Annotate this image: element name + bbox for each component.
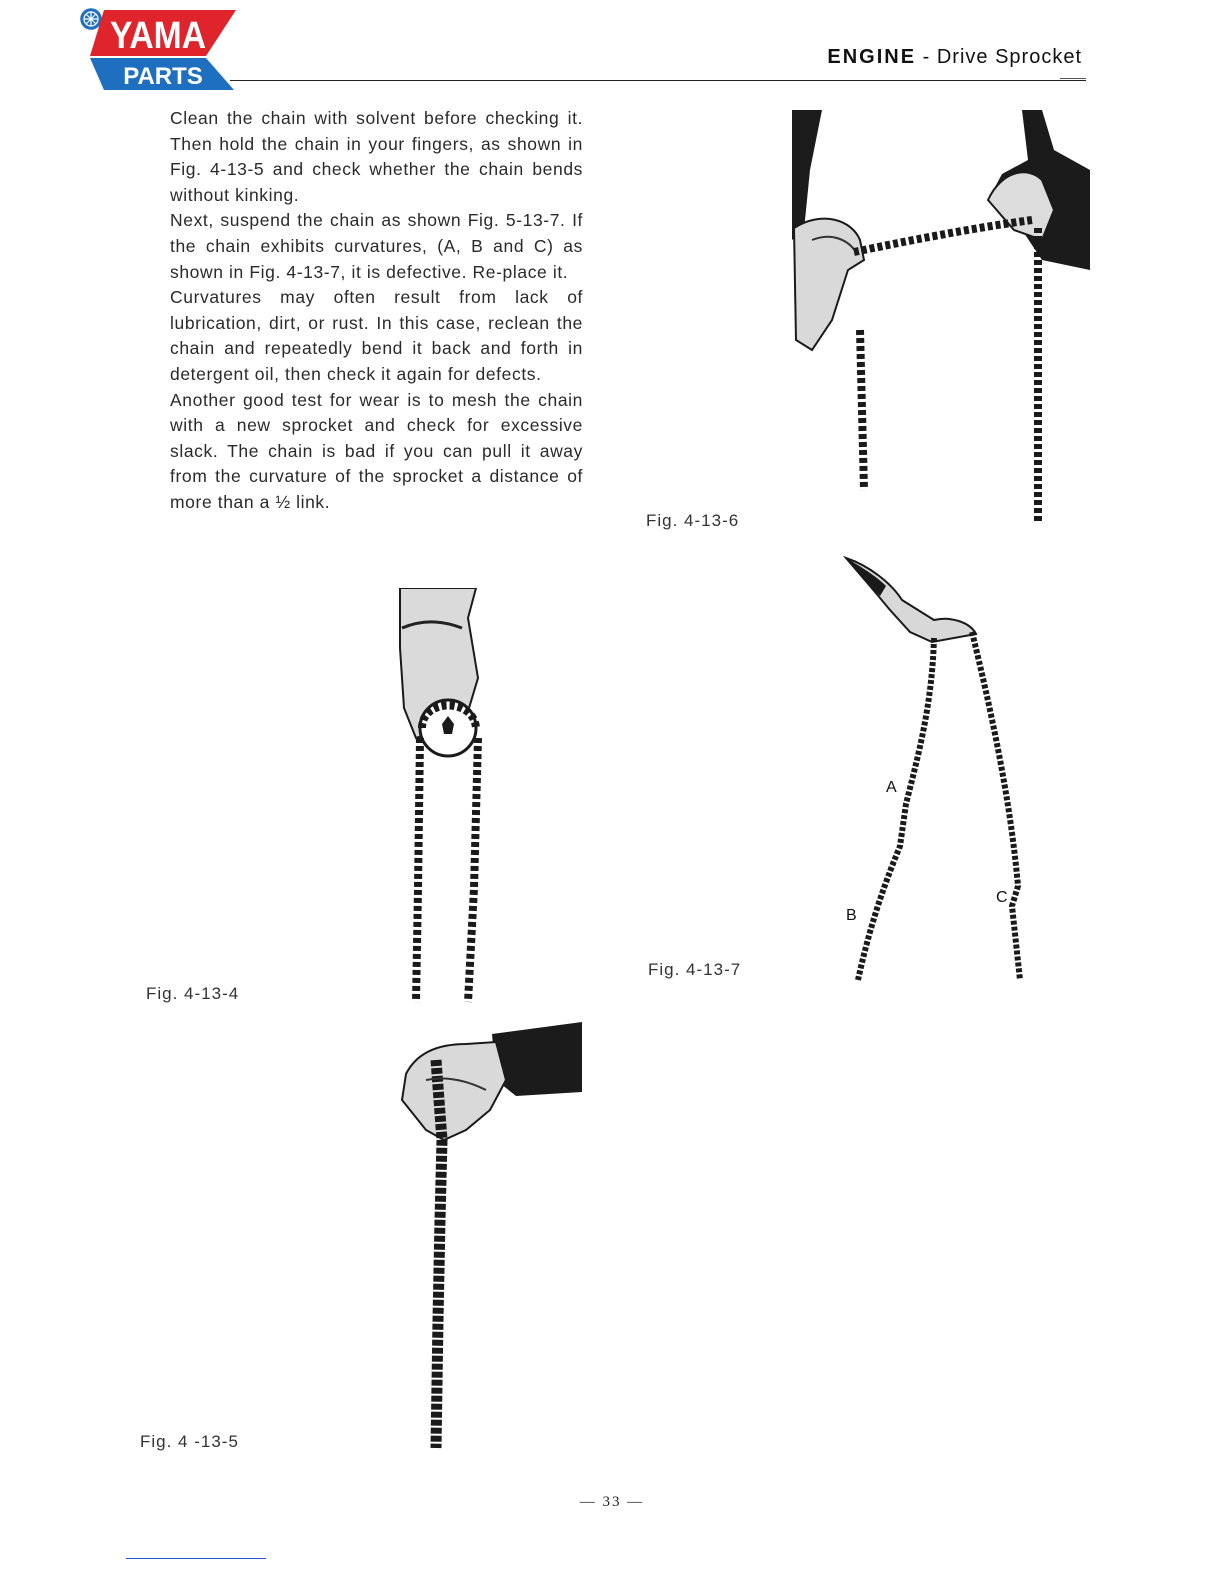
- page-header: [827, 46, 1082, 69]
- page-number: — 33 —: [579, 1494, 645, 1510]
- header-subsection: Drive Sprocket: [936, 46, 1082, 68]
- caption-fig-4-13-7: Fig. 4-13-7: [648, 960, 742, 979]
- curvature-label-b: B: [846, 907, 857, 924]
- footer-link-underline: [126, 1558, 266, 1559]
- header-rule: [230, 80, 1086, 81]
- figure-4-13-6-photo: [792, 110, 1092, 530]
- caption-fig-4-13-6: Fig. 4-13-6: [646, 511, 740, 530]
- header-rule-end: [1060, 78, 1086, 79]
- figure-4-13-7-photo: [840, 556, 1040, 986]
- paragraph-3: Curvatures may often result from lack of lubrication, dirt, or rust. In this case, reclean the chain and repeatedly bend it back and forth in detergent oil, then check it again for defects.: [170, 287, 583, 384]
- caption-fig-4-13-5: Fig. 4 -13-5: [140, 1432, 239, 1451]
- logo-yama-text: YAMA: [110, 15, 206, 57]
- paragraph-1: Clean the chain with solvent before checking it. Then hold the chain in your fingers, as shown in Fig. 4-13-5 and check whether the chain bends without kinking.: [170, 108, 583, 205]
- logo-parts-text: PARTS: [123, 63, 203, 90]
- curvature-label-a: A: [886, 779, 897, 796]
- paragraph-4: Another good test for wear is to mesh the chain with a new sprocket and check for excessive slack. The chain is bad if you can pull it away from the curvature of the sprocket a distance of more than a ½ link.: [170, 389, 583, 512]
- header-section: ENGINE: [827, 46, 917, 68]
- figure-4-13-5-photo: [396, 1020, 586, 1452]
- figure-4-13-4-photo: [396, 588, 488, 1008]
- header-separator: -: [922, 46, 931, 68]
- paragraph-2: Next, suspend the chain as shown Fig. 5-13-7. If the chain exhibits curvatures, (A, B and C) as shown in Fig. 4-13-7, it is defective. Re-place it.: [170, 210, 583, 282]
- curvature-label-c: C: [996, 889, 1008, 906]
- yamaparts-logo: [78, 6, 238, 92]
- body-text: [170, 106, 583, 516]
- caption-fig-4-13-4: Fig. 4-13-4: [146, 984, 240, 1003]
